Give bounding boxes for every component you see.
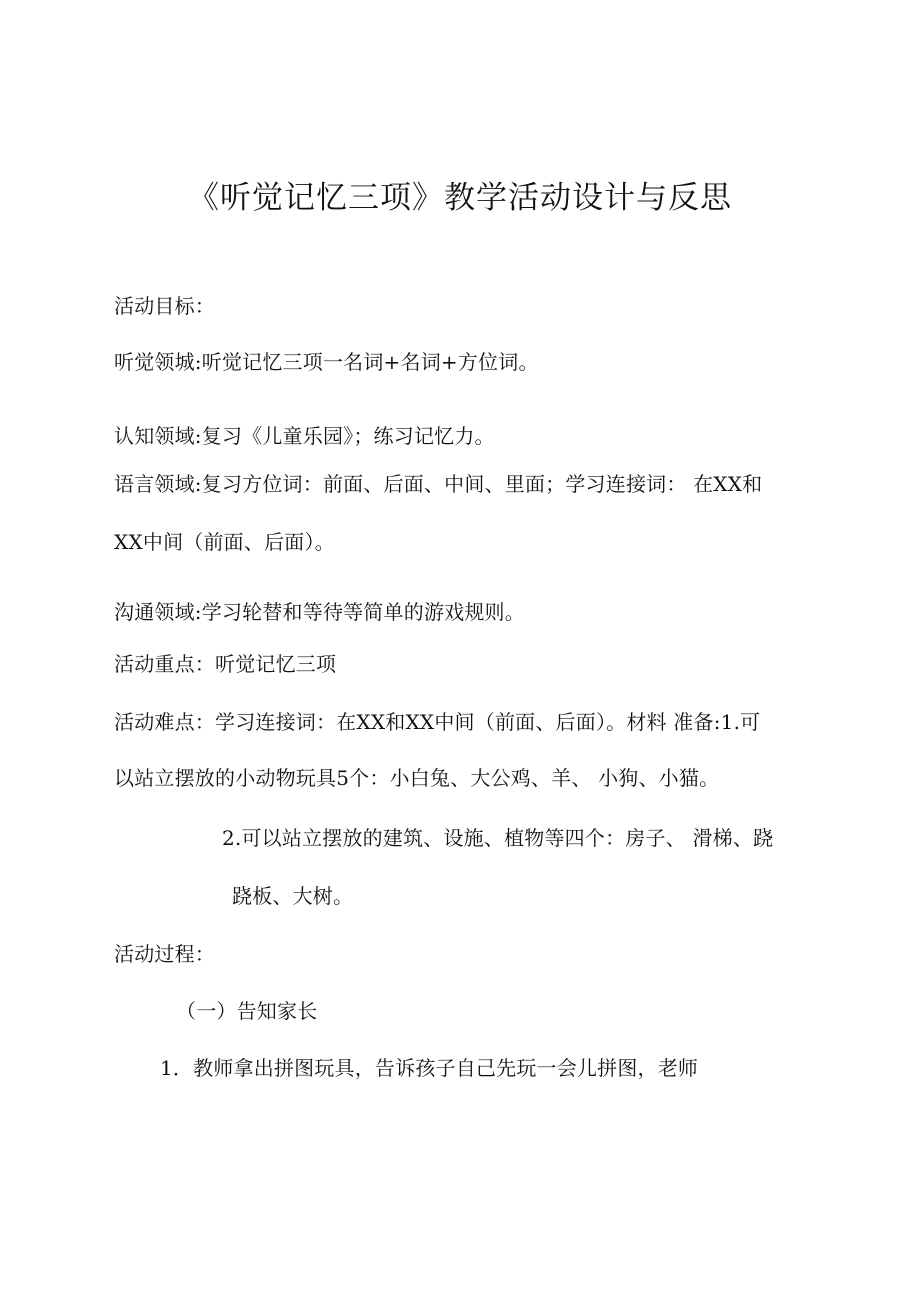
communication-domain-line: 沟通领域:学习轮替和等待等简单的游戏规则。	[114, 600, 525, 624]
section-heading-inform-parents: （一）告知家长	[176, 999, 318, 1023]
step-1-line: 1．教师拿出拼图玩具，告诉孩子自己先玩一会儿拼图，老师	[160, 1056, 699, 1080]
materials-line-1: 以站立摆放的小动物玩具5个：小白兔、大公鸡、羊、 小狗、小猫。	[114, 766, 720, 790]
materials-line-2: 2.可以站立摆放的建筑、设施、植物等四个：房子、 滑梯、跷	[222, 826, 774, 850]
language-domain-line-cont: XX中间（前面、后面）。	[114, 530, 335, 554]
materials-line-2-cont: 跷板、大树。	[232, 884, 354, 908]
activity-process-heading: 活动过程：	[114, 942, 215, 966]
cognitive-domain-line: 认知领域:复习《儿童乐园》；练习记忆力。	[114, 424, 495, 448]
activity-difficulty-line: 活动难点：学习连接词：在XX和XX中间（前面、后面）。材料 准备:1.可	[114, 710, 761, 734]
document-title: 《听觉记忆三项》教学活动设计与反思	[188, 180, 732, 216]
auditory-domain-line: 听觉领城:听觉记忆三项一名词+名词+方位词。	[114, 350, 539, 374]
activity-goals-heading: 活动目标：	[114, 294, 215, 318]
activity-focus-line: 活动重点：听觉记忆三项	[114, 652, 337, 676]
language-domain-line: 语言领域:复习方位词：前面、后面、中间、里面；学习连接词： 在XX和	[114, 472, 763, 496]
